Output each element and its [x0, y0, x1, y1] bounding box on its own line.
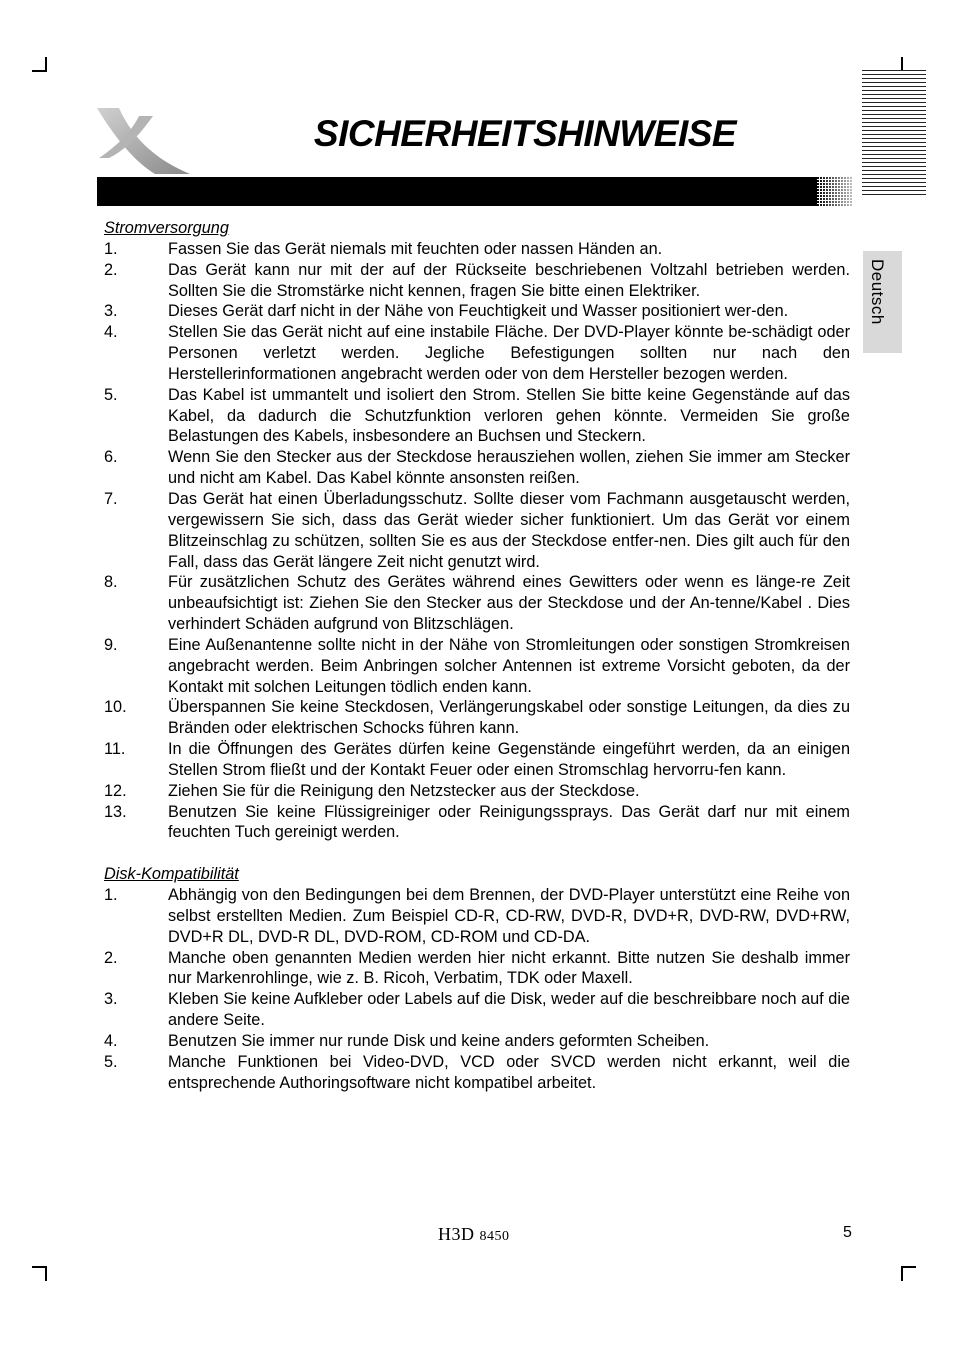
list-item-text: Benutzen Sie keine Flüssigreiniger oder Reinigungssprays. Das Gerät darf nur mit einem feuchten Tuch gereinigt werden.	[168, 802, 850, 842]
list-item	[104, 322, 850, 385]
list-item-number: 11.	[104, 740, 126, 759]
list-item-text: Eine Außenantenne sollte nicht in der Nähe von Stromleitungen oder sonstigen Stromkreisen angebracht werden. Beim Anbringen solcher Antennen ist extreme Vorsicht geboten, da der Kontakt mit solchen Leitungen tödlich enden kann.	[168, 635, 850, 696]
list-item	[104, 948, 850, 990]
list-item-number: 6.	[104, 448, 118, 467]
list-item	[104, 1052, 850, 1094]
list-item	[104, 989, 850, 1031]
numbered-list	[104, 885, 850, 1093]
list-item-text: Kleben Sie keine Aufkleber oder Labels auf die Disk, weder auf die beschreibbare noch auf die andere Seite.	[168, 990, 850, 1030]
model-prefix: H3D	[438, 1224, 475, 1244]
list-item-text: Fassen Sie das Gerät niemals mit feuchten oder nassen Händen an.	[168, 239, 663, 258]
list-item	[104, 572, 850, 635]
page-title: SICHERHEITSHINWEISE	[313, 113, 737, 154]
list-item-text: Überspannen Sie keine Steckdosen, Verlängerungskabel oder sonstige Leitungen, da dies zu Bränden oder elektrischen Schocks führen kann.	[168, 698, 850, 738]
list-item-text: Wenn Sie den Stecker aus der Steckdose herausziehen wollen, ziehen Sie immer am Stecker und nicht am Kabel. Das Kabel könnte ansonsten reißen.	[168, 448, 850, 488]
crop-mark-top-left	[32, 57, 47, 72]
numbered-list	[104, 239, 850, 843]
list-item-text: Das Kabel ist ummantelt und isoliert den Strom. Stellen Sie bitte keine Gegenstände auf das Kabel, da dadurch die Schutzfunktion verloren gehen könnte. Vermeiden Sie große Belastungen des Kabels, insbesondere an Buchsen und Steckern.	[168, 385, 850, 446]
list-item	[104, 697, 850, 739]
list-item-number: 9.	[104, 635, 118, 654]
language-tab-label: Deutsch	[868, 259, 887, 325]
list-item	[104, 781, 850, 802]
list-item	[104, 260, 850, 302]
list-item	[104, 739, 850, 781]
list-item-number: 2.	[104, 948, 118, 967]
list-item-number: 12.	[104, 781, 127, 800]
list-item-text: Dieses Gerät darf nicht in der Nähe von Feuchtigkeit und Wasser positioniert wer-den.	[168, 302, 789, 321]
list-item	[104, 1031, 850, 1052]
section-title: Disk-Kompatibilität	[104, 865, 239, 884]
crop-mark-bottom-left	[32, 1266, 47, 1281]
list-item-text: Das Gerät hat einen Überladungsschutz. Sollte dieser vom Fachmann ausgetauscht werden, vergewissern Sie sich, dass das Gerät wieder sicher funktioniert. Um das Gerät vor einem Blitzeinschlag zu schützen, sollten Sie es aus der Steckdose entfer-nen. Dies gilt auch für den Fall, dass das Gerät längere Zeit nicht genutzt wird.	[168, 489, 850, 571]
crop-mark-bottom-right	[901, 1266, 916, 1281]
list-item-text: Manche Funktionen bei Video-DVD, VCD oder SVCD werden nicht erkannt, weil die entsprechende Authoringsoftware nicht kompatibel arbeitet.	[168, 1052, 850, 1092]
list-item-number: 5.	[104, 385, 118, 404]
list-item-text: Für zusätzlichen Schutz des Gerätes während eines Gewitters oder wenn es länge-re Zeit unbeaufsichtigt ist: Ziehen Sie den Stecker aus der Steckdose und der An-tenne/Kabel . Dies verhindert Schäden aufgrund von Blitzschlägen.	[168, 573, 850, 634]
list-item-text: In die Öffnungen des Gerätes dürfen keine Gegenstände eingeführt werden, da an einigen Stellen Strom fließt und der Kontakt Feuer oder einen Stromschlag hervorru-fen kann.	[168, 740, 850, 779]
footer-model-name	[438, 1224, 510, 1245]
document-body	[104, 218, 850, 1093]
page-number: 5	[843, 1224, 852, 1241]
list-item-number: 4.	[104, 1031, 118, 1050]
list-item	[104, 885, 850, 948]
list-item-number: 1.	[104, 239, 118, 258]
list-item-number: 4.	[104, 323, 118, 342]
list-item-number: 1.	[104, 886, 118, 904]
title-bar	[97, 177, 852, 206]
list-item-number: 5.	[104, 1052, 118, 1071]
list-item	[104, 239, 850, 260]
list-item-number: 2.	[104, 260, 118, 279]
list-item-text: Ziehen Sie für die Reinigung den Netzstecker aus der Steckdose.	[168, 781, 640, 800]
model-number: 8450	[479, 1229, 510, 1244]
list-item-text: Manche oben genannten Medien werden hier nicht erkannt. Bitte nutzen Sie deshalb immer nur Markenrohlinge, wie z. B. Ricoh, Verbatim, TDK oder Maxell.	[168, 948, 850, 988]
list-item	[104, 802, 850, 844]
language-tab	[863, 251, 902, 353]
list-item-number: 7.	[104, 489, 118, 508]
list-item-number: 13.	[104, 802, 127, 821]
list-item	[104, 385, 850, 448]
list-item	[104, 447, 850, 489]
list-item-text: Benutzen Sie immer nur runde Disk und keine anders geformten Scheiben.	[168, 1031, 710, 1050]
section-title: Stromversorgung	[104, 219, 229, 237]
section-disk-kompatibilitaet	[104, 864, 850, 1093]
list-item-number: 10.	[104, 698, 127, 717]
list-item-text: Stellen Sie das Gerät nicht auf eine instabile Fläche. Der DVD-Player könnte be-schädigt oder Personen verletzt werden. Jegliche Befestigungen sollten nur nach den Herstellerinformationen angebracht werden oder von dem Hersteller bezogen werden.	[168, 323, 850, 383]
list-item	[104, 635, 850, 698]
list-item	[104, 301, 850, 322]
section-stromversorgung	[104, 218, 850, 843]
list-item	[104, 489, 850, 572]
list-item-number: 3.	[104, 302, 118, 321]
list-item-text: Das Gerät kann nur mit der auf der Rückseite beschriebenen Voltzahl betrieben werden. Sollten Sie die Stromstärke nicht kennen, fragen Sie bitte einen Elektriker.	[168, 260, 850, 300]
list-item-number: 8.	[104, 573, 118, 592]
list-item-text: Abhängig von den Bedingungen bei dem Brennen, der DVD-Player unterstützt eine Reihe von selbst erstellten Medien. Zum Beispiel CD-R, CD-RW, DVD-R, DVD+R, DVD-RW, DVD+RW, DVD+R DL, DVD-R DL, DVD-ROM, CD-ROM und CD-DA.	[168, 886, 850, 946]
list-item-number: 3.	[104, 990, 118, 1009]
